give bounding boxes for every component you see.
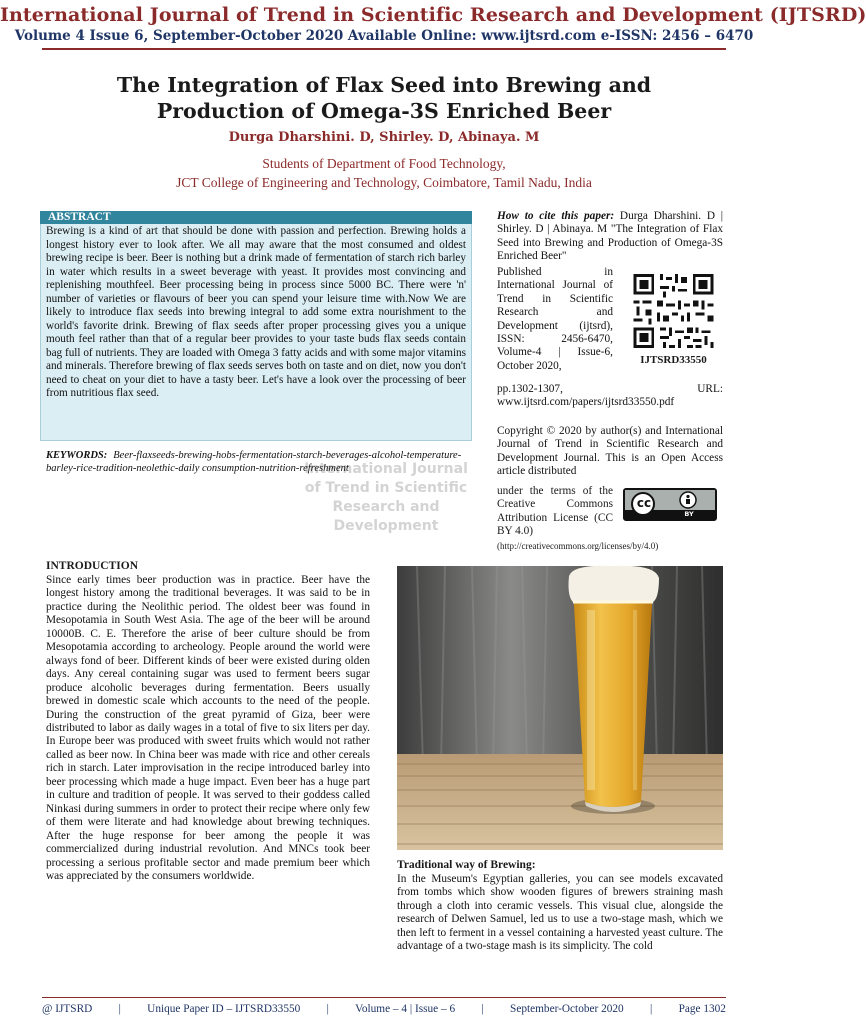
footer-date: September-October 2020 (510, 1003, 624, 1015)
keywords-text: Beer-flaxseeds-brewing-hobs-fermentation-starch-beverages-alcohol-temperature-barley-rice-tradition-neolethic-daily consumption-nutrition-refreshment (46, 450, 462, 474)
citation-lead-text: Durga Dharshini. D | Shirley. D | Abinaya. M "The Integration of Flax Seed into Brewing and Production of Omega-3S Enriched Beer" (497, 210, 724, 263)
watermark-logo (296, 460, 476, 580)
journal-name: International Journal of Trend in Scientific Research and Development (IJTSRD) (0, 4, 866, 26)
keywords-label: KEYWORDS: (46, 450, 108, 461)
watermark-line-1: International Journal (304, 461, 468, 477)
abstract-text: Brewing is a kind of art that should be done with passion and perfection. Brewing holds a longest history ever to look after. We all may aware that the most consumed and oldest brewing recipe is beer. Beer is nothing but a drink made of fermentation of starch rich barley in water which results in a sweet beverage with yeast. It provides most convincing and replenishing mouthfeel. Beer processing being in process since 5000 BC. There were 'n' number of varieties or flavours of beer you can spend your leisure time with.Now We are likely to introduce flax seeds into brewing integral to add some extra nourishment to the world's favorite drink. Brewing of flax seeds after proper processing gives you a unique mouth feel rather than that of a regular beer provides to your taste buds flax seeds contain bag full of nutrients. They are loaded with Omega 3 fatty acids and with some major vitamins and minerals. Therefore brewing of flax seeds serves both on taste and on diet, now you don't need to cheat on your diet to have a tasty beer. Let's have a look over the processing of beer from nutritious flax seed. (46, 225, 466, 399)
page-footer (42, 1003, 726, 1015)
citation-tail: pp.1302-1307, URL: www.ijtsrd.com/papers/ijtsrd33550.pdf (497, 383, 723, 409)
citation-lead (497, 210, 723, 264)
abstract-heading: ABSTRACT (40, 211, 472, 224)
paper-title (40, 72, 728, 124)
watermark-line-2: of Trend in Scientific (304, 480, 468, 496)
citation-narrow: Published in International Journal of Trend in Scientific Research and Development (ijtsrd), ISSN: 2456-6470, Volume-4 | Issue-6, October 2020, (497, 266, 613, 372)
citation-label: How to cite this paper: (497, 210, 615, 222)
authors: Durga Dharshini. D, Shirley. D, Abinaya. M (228, 130, 540, 145)
copyright-text: Copyright © 2020 by author(s) and International Journal of Trend in Scientific Research and Development Journal. This is an Open Access article distributed (497, 425, 723, 478)
license-url: (http://creativecommons.org/licenses/by/4.0) (497, 541, 659, 551)
footer-separator: | (481, 1003, 484, 1015)
qr-label: IJTSRD33550 (640, 354, 707, 366)
title-line-1: The Integration of Flax Seed into Brewing and (116, 73, 652, 97)
cc-badge-by: BY (684, 510, 694, 518)
watermark-line-3: Research and (332, 499, 440, 515)
footer-page: Page 1302 (678, 1003, 726, 1015)
footer-brand: @ IJTSRD (42, 1003, 93, 1015)
footer-paper-id: Unique Paper ID – IJTSRD33550 (147, 1003, 301, 1015)
cc-badge-cc: cc (636, 496, 652, 510)
introduction-text: Since early times beer production was in practice. Beer have the longest history among the traditional beverages. It was said to be in practice during the Neolithic period. The oldest beer was found in Mesopotamia in South West Asia. The age of the beer will be around 10000B. C. E. Therefore the arise of beer culture should be from Mesopotamia according to archeology. People around the world were always fond of beer. Different kinds of beer were existed during olden days. Any cereal containing sugar was used to ferment beers sugar produce alcoholic beverages during fermentation. Beers usually brewed in domestic scale which accounts to the need of the people. During the construction of the great pyramid of Giza, beer were distributed to labor as daily wages in a total of five to six liters per day. In Europe beer was produced with sweet fruits which would not rather called as beer now. In China beer was made with rice and other cereals rich in starch. Later improvisation in the recipe introduced barley into beer processing which made a huge impact. Even beer has a huge part in culture and tradition of people. It was served to their goddess called Ninkasi during summers in order to protect their recipe where only few of them were literate and had knowledge about brewing techniques. After the huge response for beer among the people it was commercialized during industrial revolution. And MNCs took beer processing a serious profitable sector and made premium beer which was appreciated by the consumers worldwide. (46, 574, 370, 882)
watermark-line-4: Development (333, 518, 439, 534)
footer-separator: | (326, 1003, 329, 1015)
introduction-heading: INTRODUCTION (46, 560, 139, 572)
affiliation-line-2: JCT College of Engineering and Technology, Coimbatore, Tamil Nadu, India (176, 175, 592, 190)
footer-volume: Volume – 4 | Issue – 6 (355, 1003, 456, 1015)
license-text: under the terms of the Creative Commons Attribution License (CC BY 4.0) (497, 485, 613, 538)
footer-rule (42, 997, 726, 998)
affiliation-line-1: Students of Department of Food Technology, (262, 156, 506, 171)
traditional-text: In the Museum's Egyptian galleries, you can see models excavated from tombs which show wooden figures of brewers straining mash through a cloth into ceramic vessels. This visual clue, alongside the research of Delwen Samuel, led us to use a two-stage mash, which we then left to ferment in a vessel containing a harvested yeast culture. The advantage of a two-stage mash is its simplicity. The cold (397, 873, 723, 953)
beer-glass-photo (397, 566, 723, 850)
keywords (46, 449, 474, 475)
footer-separator: | (118, 1003, 121, 1015)
title-line-2: Production of Omega-3S Enriched Beer (156, 99, 612, 123)
footer-separator: | (650, 1003, 653, 1015)
traditional-heading: Traditional way of Brewing: (397, 859, 536, 871)
header-rule (42, 48, 726, 50)
issue-line: Volume 4 Issue 6, September-October 2020 Available Online: www.ijtsrd.com e-ISSN: 2456 – 6470 (14, 28, 754, 44)
cc-license-badge (623, 488, 717, 521)
qr-code-icon (630, 271, 717, 351)
